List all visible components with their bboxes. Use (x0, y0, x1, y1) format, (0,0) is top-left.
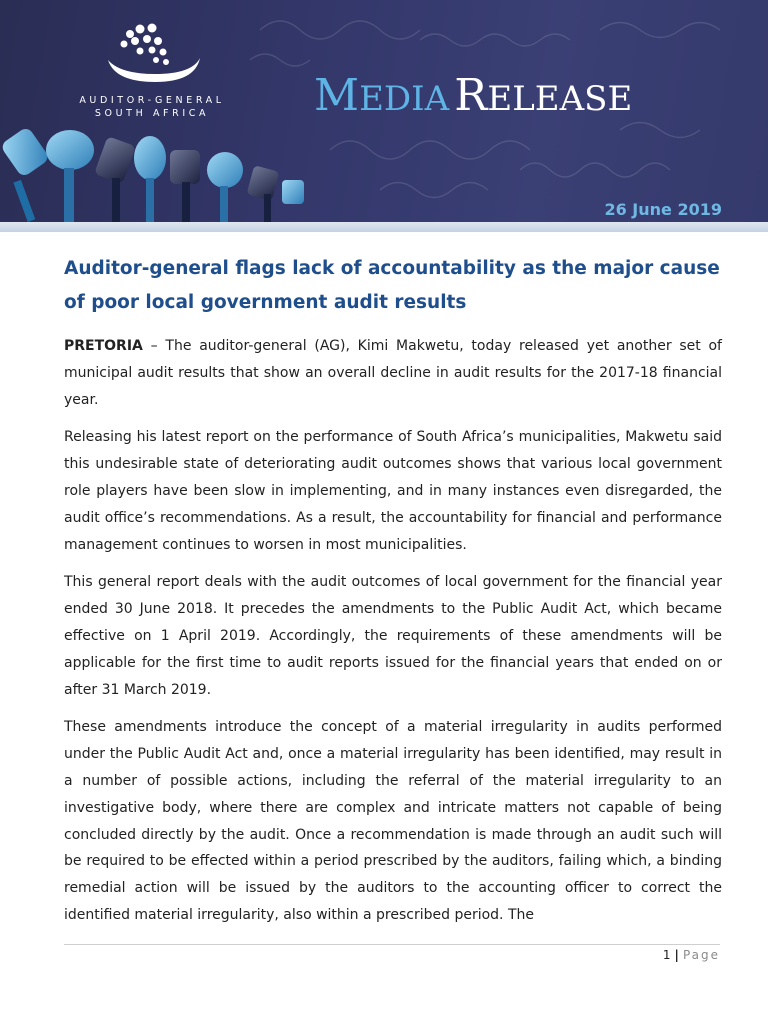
page-footer (663, 948, 720, 962)
page-number: 1 (662, 948, 671, 962)
title-word-release: RELEASE (454, 70, 633, 121)
paragraph-4: These amendments introduce the concept of a material irregularity in audits performed under the Public Audit Act and, once a material irregularity has been identified, may result in a number of possible actions, including the referral of the material irregularity to an investigative body, where there are complex and intricate matters not capable of being concluded directly by the audit. Once a recommendation is made through an audit such will be required to be effected within a period prescribed by the auditors, failing which, a binding remedial action will be issued by the auditors to the accounting officer to correct the identified material irregularity, also within a prescribed period. The (64, 719, 722, 923)
dateline: PRETORIA (64, 338, 143, 354)
title-word-media: MEDIA (314, 70, 450, 121)
page-separator: | (674, 948, 679, 962)
article-headline: Auditor-general flags lack of accountability as the major cause of poor local government audit results (64, 258, 720, 313)
footer-divider (64, 944, 720, 945)
org-name-line-1: AUDITOR-GENERAL (79, 95, 225, 106)
release-date: 26 June 2019 (604, 200, 722, 219)
paragraph-2: Releasing his latest report on the performance of South Africa’s municipalities, Makwetu said this undesirable state of deteriorating audit outcomes shows that various local government role players have been slow in implementing, and in many instances even disregarded, the audit office’s recommendations. As a result, the accountability for financial and performance management continues to worsen in most municipalities. (64, 429, 722, 553)
paragraph-1 (64, 333, 722, 413)
org-name-line-2: SOUTH AFRICA (94, 108, 210, 119)
page-label: Page (682, 948, 720, 962)
paragraph-3: This general report deals with the audit outcomes of local government for the financial year ended 30 June 2018. It precedes the amendments to the Public Audit Act, which became effective on 1 April 2019. Accordingly, the requirements of these amendments will be applicable for the first time to audit reports issued for the financial years that ended on or after 31 March 2019. (64, 574, 722, 698)
paragraph-1-text: – The auditor-general (AG), Kimi Makwetu, today released yet another set of municipal audit results that show an overall decline in audit results for the 2017-18 financial year. (64, 338, 722, 408)
article-body (64, 333, 722, 935)
